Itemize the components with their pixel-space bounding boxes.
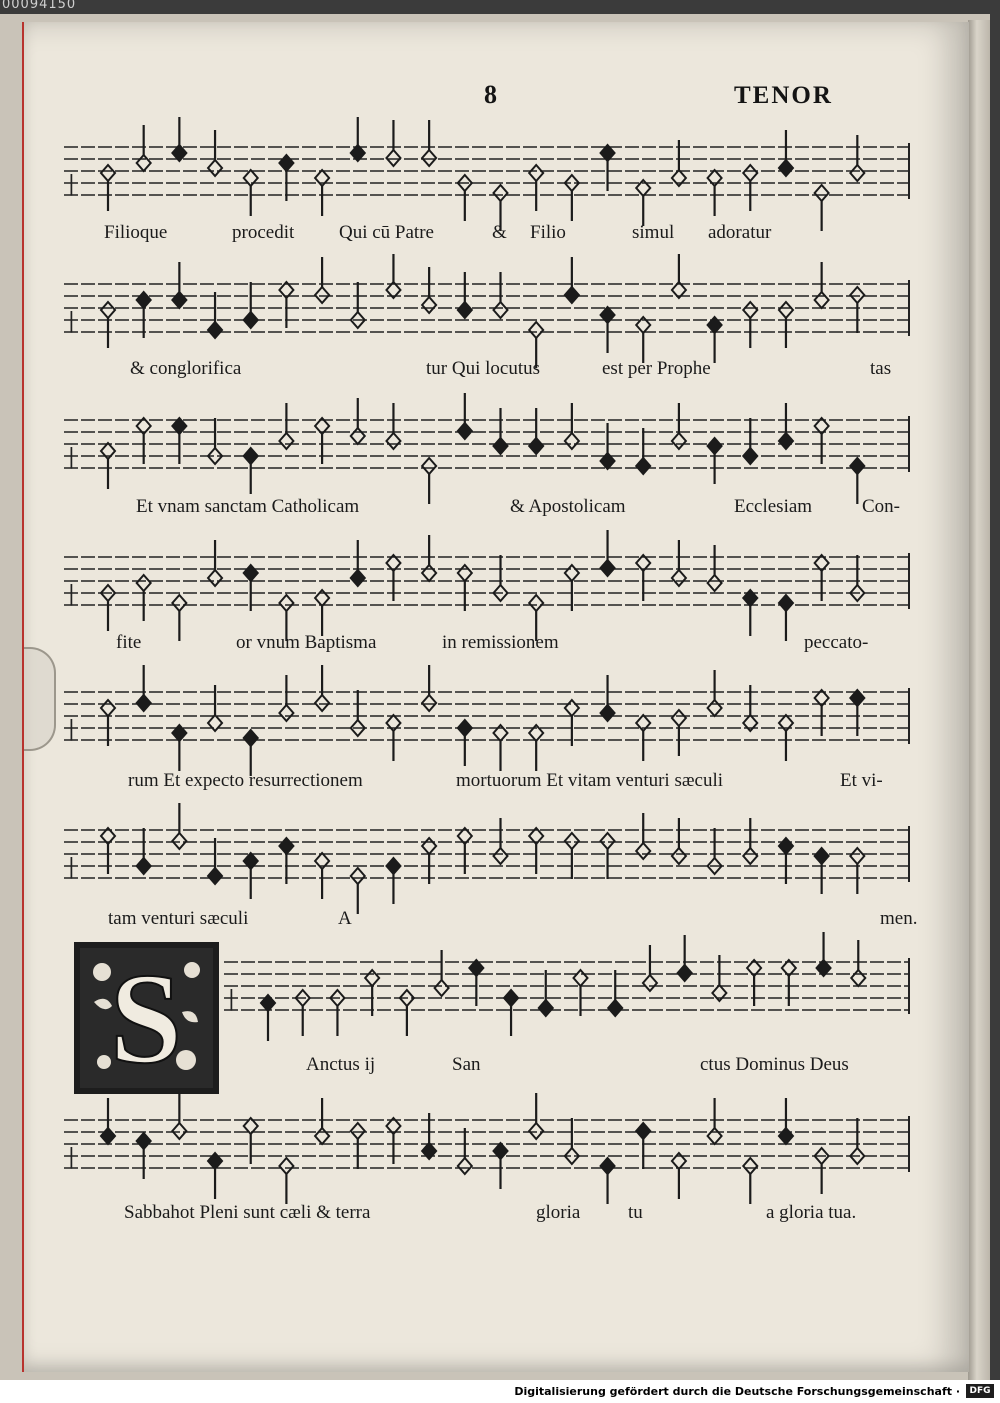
note-head <box>101 1128 115 1144</box>
note-head <box>279 433 293 449</box>
note-head <box>458 720 472 736</box>
note-head <box>458 302 472 318</box>
note-head <box>137 1133 151 1149</box>
note-head <box>208 160 222 176</box>
note-head <box>494 302 508 318</box>
note-head <box>365 970 379 986</box>
note-head <box>529 322 543 338</box>
svg-text:∣: ∣ <box>66 309 77 334</box>
note-head <box>779 1128 793 1144</box>
dfg-logo: DFG <box>966 1384 994 1398</box>
lyric-text: Filio <box>530 222 566 243</box>
note-head <box>101 302 115 318</box>
note-head <box>494 438 508 454</box>
note-head <box>494 848 508 864</box>
note-head <box>279 595 293 611</box>
music-system <box>24 1090 969 1220</box>
lyric-text: tas <box>870 358 892 379</box>
note-head <box>743 448 757 464</box>
note-head <box>351 1123 365 1139</box>
note-head <box>279 838 293 854</box>
note-head <box>244 448 258 464</box>
svg-text:∣: ∣ <box>66 717 77 742</box>
note-head <box>172 595 186 611</box>
svg-text:∣: ∣ <box>66 172 77 197</box>
note-head <box>315 695 329 711</box>
note-head <box>315 287 329 303</box>
lyric-text: Et vnam sanctam Catholicam <box>136 496 360 517</box>
note-head <box>244 312 258 328</box>
note-head <box>708 438 722 454</box>
next-page-edge <box>968 20 990 1380</box>
note-head <box>636 1123 650 1139</box>
note-head <box>815 848 829 864</box>
note-head <box>529 1123 543 1139</box>
lyric-text: men. <box>880 908 918 929</box>
note-head <box>850 287 864 303</box>
lyric-text: simul <box>632 222 675 243</box>
note-head <box>708 1128 722 1144</box>
note-head <box>208 570 222 586</box>
lyric-text: & Apostolicam <box>510 496 626 517</box>
note-head <box>779 160 793 176</box>
lyric-text: est per Prophe <box>602 358 711 379</box>
note-head <box>137 292 151 308</box>
note-head <box>137 858 151 874</box>
note-head <box>529 595 543 611</box>
note-head <box>386 858 400 874</box>
note-head <box>351 570 365 586</box>
footer-bar <box>0 1380 1000 1403</box>
footer-text: Digitalisierung gefördert durch die Deutsche Forschungsgemeinschaft · <box>514 1385 960 1398</box>
note-head <box>422 458 436 474</box>
note-head <box>244 565 258 581</box>
note-head <box>743 848 757 864</box>
lyric-text: adoratur <box>708 222 772 243</box>
lyric-text: A <box>338 908 352 929</box>
note-head <box>458 1158 472 1174</box>
note-head <box>708 575 722 591</box>
note-head <box>851 970 865 986</box>
note-head <box>636 458 650 474</box>
page-header <box>24 80 969 120</box>
note-head <box>422 838 436 854</box>
page-number: 8 <box>484 80 497 109</box>
svg-text:∣: ∣ <box>66 445 77 470</box>
note-head <box>779 838 793 854</box>
note-head <box>422 297 436 313</box>
note-head <box>850 848 864 864</box>
note-head <box>279 705 293 721</box>
svg-text:∣: ∣ <box>66 1145 77 1170</box>
note-head <box>351 868 365 884</box>
note-head <box>643 975 657 991</box>
note-head <box>815 185 829 201</box>
lyric-text: procedit <box>232 222 295 243</box>
note-head <box>172 292 186 308</box>
lyric-text: Et vi- <box>840 770 883 791</box>
note-head <box>279 1158 293 1174</box>
note-head <box>815 292 829 308</box>
note-head <box>565 700 579 716</box>
note-head <box>504 990 518 1006</box>
note-head <box>351 428 365 444</box>
lyric-text: ctus Dominus Deus <box>700 1054 849 1075</box>
note-head <box>743 302 757 318</box>
lyric-text: fite <box>116 632 142 653</box>
note-head <box>743 165 757 181</box>
lyric-text: in remissionem <box>442 632 559 653</box>
note-head <box>279 155 293 171</box>
note-head <box>672 433 686 449</box>
note-head <box>743 1158 757 1174</box>
svg-text:∣: ∣ <box>226 987 237 1012</box>
note-head <box>422 565 436 581</box>
lyric-text: & <box>492 222 507 243</box>
note-head <box>708 700 722 716</box>
note-head <box>539 1000 553 1016</box>
note-head <box>672 570 686 586</box>
lyric-text: tam venturi sæculi <box>108 908 249 929</box>
note-head <box>422 150 436 166</box>
note-head <box>137 155 151 171</box>
score-page <box>22 22 969 1372</box>
note-head <box>386 433 400 449</box>
note-head <box>208 322 222 338</box>
lyric-text: or vnum Baptisma <box>236 632 377 653</box>
note-head <box>458 565 472 581</box>
note-head <box>779 595 793 611</box>
note-head <box>601 833 615 849</box>
note-head <box>608 1000 622 1016</box>
svg-text:S: S <box>109 947 183 1091</box>
note-head <box>101 700 115 716</box>
note-head <box>172 1123 186 1139</box>
note-head <box>601 1158 615 1174</box>
lyric-text: rum Et expecto resurrectionem <box>128 770 363 791</box>
lyric-text: Filioque <box>104 222 168 243</box>
lyric-text: Ecclesiam <box>734 496 813 517</box>
note-head <box>850 165 864 181</box>
note-head <box>529 438 543 454</box>
note-head <box>529 165 543 181</box>
note-head <box>565 287 579 303</box>
lyric-text: mortuorum Et vitam venturi sæculi <box>456 770 724 791</box>
lyric-text: Sabbahot Pleni sunt cæli & terra <box>124 1202 371 1223</box>
lyric-text: & conglorifica <box>130 358 242 379</box>
lyric-text: San <box>452 1054 481 1075</box>
lyric-text: Anctus ij <box>306 1054 376 1075</box>
lyric-text: tur Qui locutus <box>426 358 540 379</box>
lyric-text: Qui cū Patre <box>339 222 434 243</box>
svg-text:∣: ∣ <box>66 855 77 880</box>
svg-text:∣: ∣ <box>66 582 77 607</box>
note-head <box>244 730 258 746</box>
note-head <box>565 433 579 449</box>
lyric-text: gloria <box>536 1202 581 1223</box>
note-head <box>678 965 692 981</box>
lyric-text: a gloria tua. <box>766 1202 857 1223</box>
note-head <box>565 565 579 581</box>
note-head <box>601 705 615 721</box>
note-head <box>208 868 222 884</box>
note-head <box>672 848 686 864</box>
lyric-text: tu <box>628 1202 643 1223</box>
note-head <box>850 458 864 474</box>
music-system <box>24 932 969 1062</box>
voice-name: TENOR <box>734 82 833 109</box>
note-head <box>601 560 615 576</box>
note-head <box>458 423 472 439</box>
lyric-text: Con- <box>862 496 900 517</box>
note-head <box>779 302 793 318</box>
note-head <box>101 165 115 181</box>
note-head <box>636 843 650 859</box>
note-head <box>494 185 508 201</box>
note-head <box>672 710 686 726</box>
note-head <box>386 150 400 166</box>
scan-id: 00094150 <box>2 0 77 12</box>
note-head <box>315 1128 329 1144</box>
note-head <box>422 695 436 711</box>
note-head <box>565 833 579 849</box>
note-head <box>779 433 793 449</box>
lyric-text: peccato- <box>804 632 869 653</box>
note-head <box>172 833 186 849</box>
note-head <box>137 695 151 711</box>
note-head <box>435 980 449 996</box>
note-head <box>137 575 151 591</box>
note-head <box>574 970 588 986</box>
